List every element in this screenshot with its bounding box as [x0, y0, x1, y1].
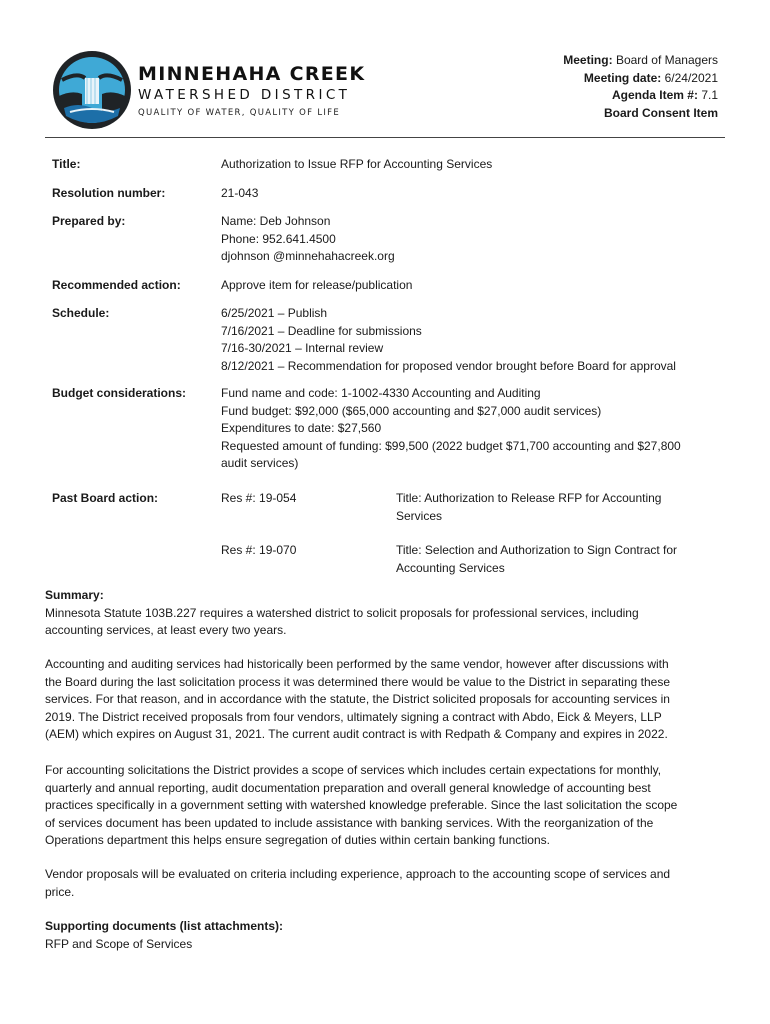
agenda-line	[563, 87, 718, 105]
schedule-item: 6/25/2021 – Publish	[221, 306, 328, 320]
watershed-logo-icon	[52, 50, 132, 130]
organization-block	[138, 62, 365, 118]
budget-item: Expenditures to date: $27,560	[221, 421, 382, 435]
meeting-label: Meeting:	[563, 53, 613, 67]
recommended-value: Approve item for release/publication	[221, 278, 413, 292]
budget-item: Requested amount of funding: $99,500 (2022 budget $71,700 accounting and $27,800	[221, 438, 681, 453]
schedule-item: 7/16-30/2021 – Internal review	[221, 341, 384, 355]
summary-paragraph-3	[45, 762, 720, 850]
prepared-block	[221, 213, 395, 266]
supporting-heading: Supporting documents (list attachments):	[45, 919, 284, 933]
past-title-1-line1: Title: Authorization to Release RFP for Accounting	[396, 491, 662, 505]
date-line	[563, 70, 718, 88]
meeting-value: Board of Managers	[615, 53, 718, 67]
prepared-email: djohnson @minnehahacreek.org	[221, 249, 395, 263]
past-title-2-line2: Accounting Services	[396, 560, 505, 575]
prepared-name: Name: Deb Johnson	[221, 214, 331, 228]
summary-p4-line: price.	[45, 884, 75, 899]
past-title-2	[396, 542, 716, 577]
summary-p2-line: 2019. The District received proposals from four vendors, ultimately signing a contract with Abdo, Eick & Meyers, LLP	[45, 709, 662, 724]
past-title-2-line1: Title: Selection and Authorization to Sign Contract for	[396, 543, 678, 557]
past-title-1	[396, 490, 716, 525]
budget-item: Fund budget: $92,000 ($65,000 accounting and $27,000 audit services)	[221, 403, 602, 418]
schedule-item: 7/16/2021 – Deadline for submissions	[221, 323, 422, 338]
header-divider	[45, 137, 725, 138]
summary-paragraph-4	[45, 866, 720, 901]
meeting-line	[563, 52, 718, 70]
past-label: Past Board action:	[52, 491, 159, 505]
summary-p2-line: (AEM) which expires on August 31, 2021. The current audit contract is with Redpath & Company and expires in 2022.	[45, 727, 668, 741]
meeting-meta	[563, 52, 718, 122]
title-label: Title:	[52, 157, 81, 171]
item-type: Board Consent Item	[603, 105, 718, 120]
org-name: MINNEHAHA CREEK	[138, 63, 366, 85]
supporting-value: RFP and Scope of Services	[45, 936, 193, 951]
schedule-item: 8/12/2021 – Recommendation for proposed vendor brought before Board for approval	[221, 358, 676, 373]
prepared-label: Prepared by:	[52, 214, 126, 228]
summary-p2-line: services. For that reason, and in accordance with the statute, the District solicited proposals for accounting services in	[45, 692, 670, 706]
recommended-label: Recommended action:	[52, 278, 181, 292]
org-tagline: QUALITY OF WATER, QUALITY OF LIFE	[138, 108, 341, 118]
summary-section	[45, 587, 720, 640]
budget-list	[221, 385, 681, 473]
resolution-label: Resolution number:	[52, 186, 166, 200]
resolution-value: 21-043	[221, 186, 259, 200]
summary-p1-line: accounting services, at least every two years.	[45, 623, 287, 637]
past-res-2: Res #: 19-070	[221, 543, 297, 557]
schedule-label: Schedule:	[52, 306, 110, 320]
summary-p2-line: Accounting and auditing services had historically been performed by the same vendor, however after discussions with	[45, 657, 669, 671]
agenda-value: 7.1	[701, 88, 718, 102]
agenda-label: Agenda Item #:	[611, 88, 698, 102]
summary-p3-line: For accounting solicitations the District provides a scope of services which includes certain expectations for monthly,	[45, 763, 662, 777]
summary-p3-line: practices specifically in a government setting with watershed knowledge preferable. Since the last solicitation the scope	[45, 798, 678, 812]
prepared-phone: Phone: 952.641.4500	[221, 231, 336, 246]
summary-heading: Summary:	[45, 588, 104, 602]
date-value: 6/24/2021	[664, 70, 718, 85]
summary-p3-line: Operations department this helps ensure segregation of duties within certain banking functions.	[45, 833, 550, 847]
past-res-1: Res #: 19-054	[221, 491, 297, 505]
summary-p2-line: the Board during the last solicitation process it was determined there would be value to the District in separating these	[45, 674, 671, 689]
budget-item: audit services)	[221, 456, 299, 470]
summary-paragraph-2	[45, 656, 720, 744]
org-subtitle: WATERSHED DISTRICT	[138, 87, 351, 103]
budget-item: Fund name and code: 1-1002-4330 Accounting and Auditing	[221, 386, 541, 400]
past-title-1-line2: Services	[396, 508, 443, 523]
summary-p3-line: quarterly and annual reporting, audit documentation preparation and overall general knowledge of accounting best	[45, 780, 651, 795]
summary-p4-line: Vendor proposals will be evaluated on criteria including experience, approach to the accounting scope of services and	[45, 867, 671, 881]
summary-p1-line: Minnesota Statute 103B.227 requires a watershed district to solicit proposals for professional services, including	[45, 605, 639, 620]
date-label: Meeting date:	[583, 70, 662, 85]
summary-p3-line: of services document has been updated to include assistance with banking services. With the reorganization of the	[45, 815, 654, 830]
supporting-documents	[45, 918, 720, 953]
budget-label: Budget considerations:	[52, 386, 187, 400]
schedule-list	[221, 305, 676, 375]
title-value: Authorization to Issue RFP for Accounting Services	[221, 157, 493, 171]
